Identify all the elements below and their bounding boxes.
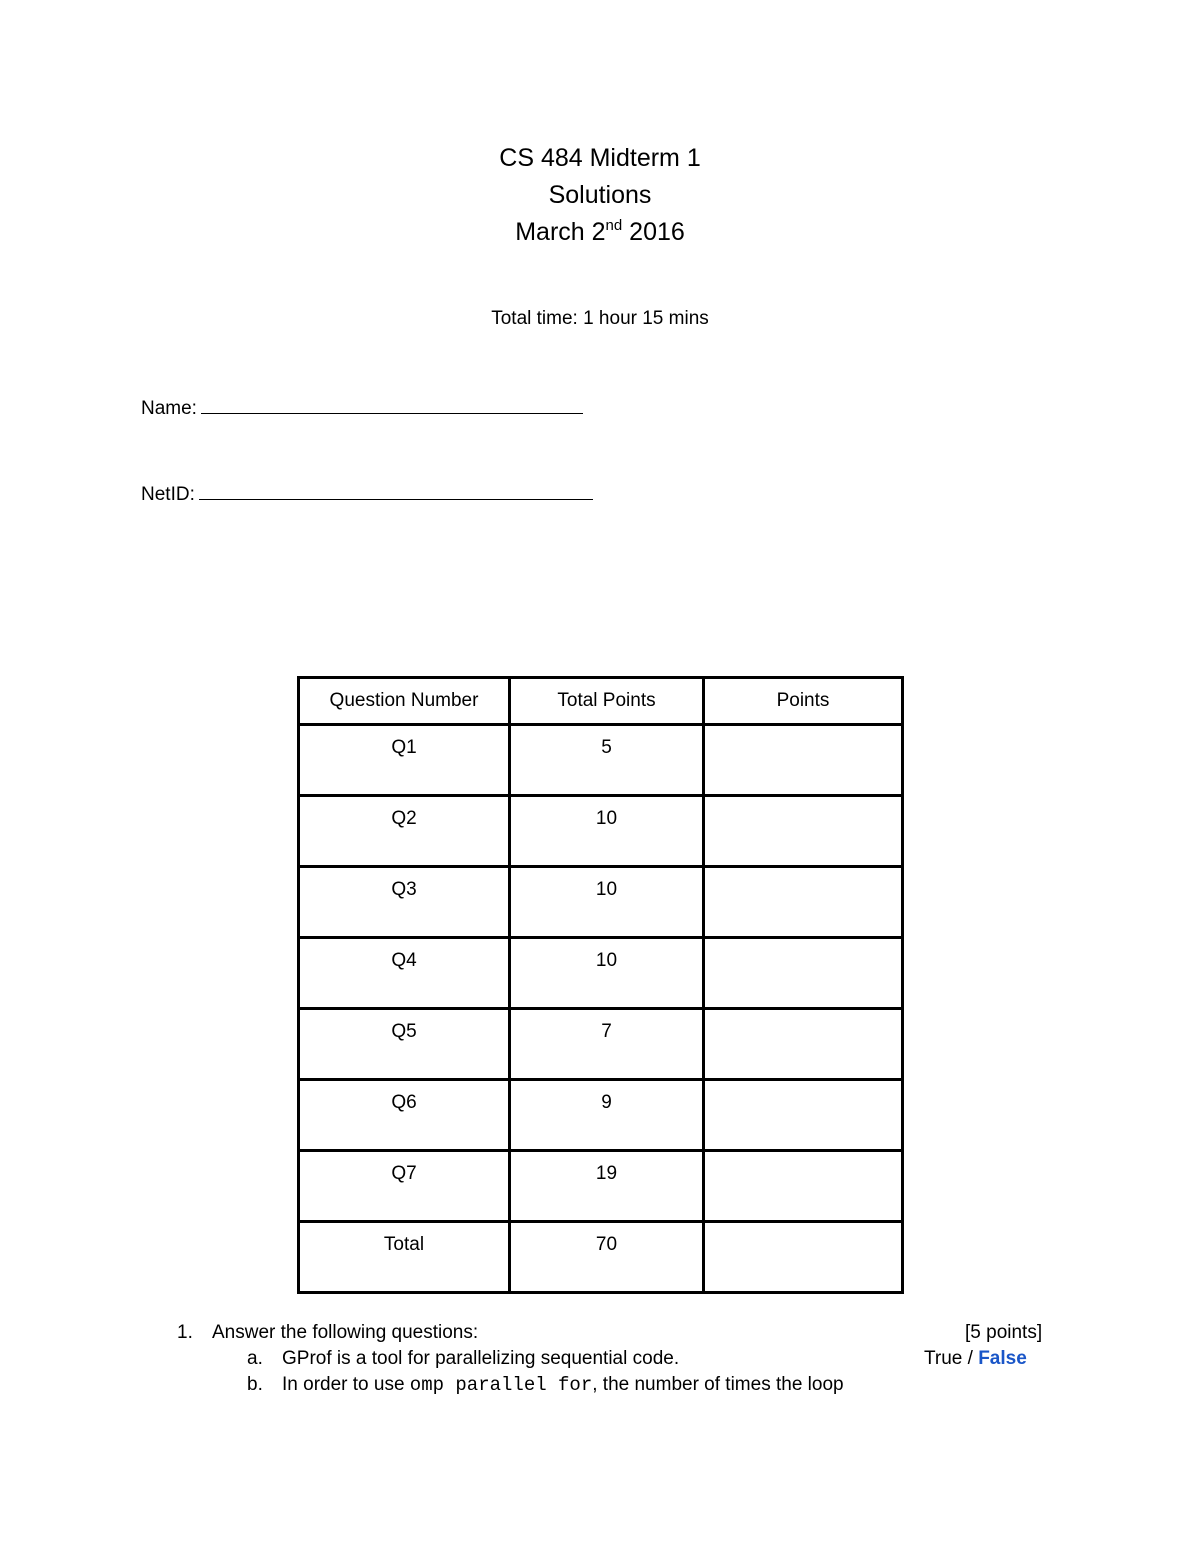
question-cell: Q2 bbox=[299, 796, 510, 867]
points-cell bbox=[704, 1009, 903, 1080]
table-row bbox=[299, 725, 903, 796]
points-cell bbox=[704, 1222, 903, 1293]
points-cell bbox=[704, 796, 903, 867]
header-question-number: Question Number bbox=[299, 678, 510, 725]
netid-blank-line bbox=[199, 481, 593, 500]
table-row bbox=[299, 1151, 903, 1222]
question-1-text: Answer the following questions: bbox=[212, 1322, 479, 1343]
question-1b-letter: b. bbox=[247, 1374, 263, 1395]
question-1-points: [5 points] bbox=[965, 1322, 1043, 1343]
points-cell bbox=[704, 867, 903, 938]
total-time: Total time: 1 hour 15 mins bbox=[491, 308, 709, 329]
total-points-cell: 70 bbox=[510, 1222, 704, 1293]
exam-date-month-day: March 2 bbox=[515, 218, 606, 246]
question-1a-text: GProf is a tool for parallelizing sequential code. bbox=[282, 1348, 680, 1369]
points-cell bbox=[704, 1151, 903, 1222]
header-total-points: Total Points bbox=[510, 678, 704, 725]
question-1b-text-before: In order to use bbox=[282, 1374, 410, 1395]
option-true: True / bbox=[924, 1348, 973, 1369]
total-points-cell: 10 bbox=[510, 796, 704, 867]
points-cell bbox=[704, 1080, 903, 1151]
question-1b-text bbox=[282, 1374, 844, 1396]
name-blank-line bbox=[201, 395, 583, 414]
question-1b-code: omp parallel for bbox=[409, 1374, 593, 1396]
question-cell: Q5 bbox=[299, 1009, 510, 1080]
table-row bbox=[299, 796, 903, 867]
option-false-answer: False bbox=[978, 1348, 1027, 1369]
total-points-cell: 7 bbox=[510, 1009, 704, 1080]
course-title: CS 484 Midterm 1 bbox=[499, 144, 701, 172]
total-points-cell: 5 bbox=[510, 725, 704, 796]
question-cell: Q6 bbox=[299, 1080, 510, 1151]
question-cell: Q7 bbox=[299, 1151, 510, 1222]
question-cell: Q4 bbox=[299, 938, 510, 1009]
question-1a-options bbox=[924, 1348, 1027, 1370]
table-row bbox=[299, 1080, 903, 1151]
score-table-header-row bbox=[299, 678, 903, 725]
question-1b-text-after: , the number of times the loop bbox=[592, 1374, 844, 1395]
question-1-number: 1. bbox=[177, 1322, 193, 1343]
score-table bbox=[297, 676, 904, 1294]
table-row bbox=[299, 867, 903, 938]
question-cell: Q3 bbox=[299, 867, 510, 938]
total-points-cell: 10 bbox=[510, 938, 704, 1009]
question-cell: Q1 bbox=[299, 725, 510, 796]
total-points-cell: 10 bbox=[510, 867, 704, 938]
netid-label: NetID: bbox=[141, 484, 195, 505]
total-points-cell: 9 bbox=[510, 1080, 704, 1151]
exam-date-year: 2016 bbox=[622, 218, 685, 246]
title-block bbox=[0, 140, 1200, 251]
name-label: Name: bbox=[141, 398, 197, 419]
table-row bbox=[299, 1009, 903, 1080]
table-row-total bbox=[299, 1222, 903, 1293]
exam-date bbox=[0, 214, 1200, 251]
total-points-cell: 19 bbox=[510, 1151, 704, 1222]
question-cell: Total bbox=[299, 1222, 510, 1293]
points-cell bbox=[704, 725, 903, 796]
netid-field bbox=[141, 481, 593, 506]
table-row bbox=[299, 938, 903, 1009]
name-field bbox=[141, 395, 583, 420]
question-1a-letter: a. bbox=[247, 1348, 263, 1369]
exam-date-ordinal: nd bbox=[605, 217, 623, 234]
document-subtitle: Solutions bbox=[548, 181, 652, 209]
points-cell bbox=[704, 938, 903, 1009]
header-points: Points bbox=[704, 678, 903, 725]
